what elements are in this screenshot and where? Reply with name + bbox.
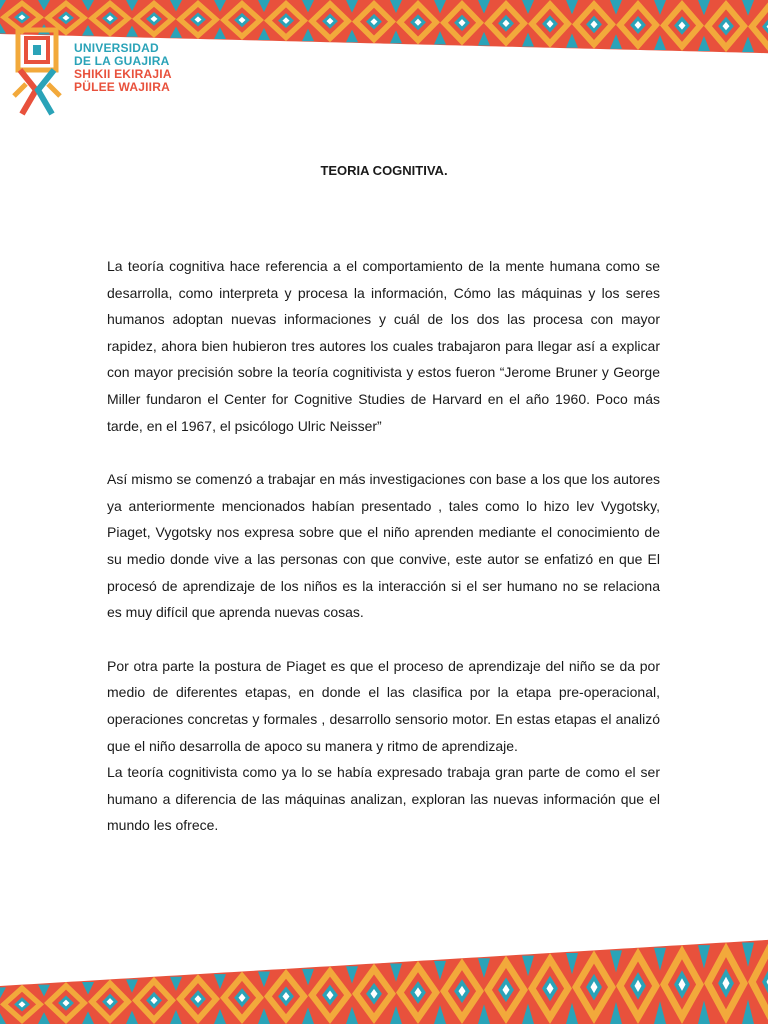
logo-wordmark (74, 42, 172, 94)
paragraph-4: La teoría cognitivista como ya lo se había expresado trabaja gran parte de como el ser humano a diferencia de las máquinas analizan, exploran las nuevas información que el mundo les ofrece. (107, 764, 660, 834)
paragraph-1: La teoría cognitiva hace referencia a el comportamiento de la mente humana como se desarrolla, como interpreta y procesa la información, Cómo las máquinas y los seres humanos adoptan nuevas informaciones y cuál de los dos las procesa con mayor rapidez, ahora bien hubieron tres autores los cuales trabajaron para llegar así a explicar con mayor precisión sobre la teoría cognitivista y estos fueron “Jerome Bruner y George Miller fundaron el Center for Cognitive Studies de Harvard en el año 1960. Poco más tarde, en el 1967, el psicólogo Ulric Neisser” (107, 258, 660, 434)
paragraph-2: Así mismo se comenzó a trabajar en más investigaciones con base a los que los autores ya anteriormente mencionados habían presentado , tales como lo hizo lev Vygotsky, Piaget, Vygotsky nos expresa sobre que el niño aprenden mediante el conocimiento de su medio donde vive a las personas con que convive, este autor se enfatizó en que El procesó de aprendizaje de los niños es la interacción si el ser humano no se relaciona es muy difícil que aprenda nuevas cosas. (107, 471, 660, 621)
logo-line-3: SHIKII EKIRAJIA (74, 67, 172, 81)
document-title: TEORIA COGNITIVA. (320, 163, 448, 178)
bottom-banner-pattern (0, 924, 768, 1024)
logo-line-1: UNIVERSIDAD (74, 41, 159, 55)
logo-line-4: PÜLEE WAJIIRA (74, 80, 170, 94)
university-emblem-icon (6, 26, 68, 120)
paragraph-3: Por otra parte la postura de Piaget es que el proceso de aprendizaje del niño se da por medio de diferentes etapas, en donde el las clasifica por la etapa pre-operacional, operaciones concretas y formales , desarrollo sensorio motor. En estas etapas el analizó que el niño desarrolla de apoco su manera y ritmo de aprendizaje. (107, 657, 660, 754)
document-body (107, 253, 660, 839)
university-logo (6, 26, 176, 122)
logo-line-2: DE LA GUAJIRA (74, 54, 170, 68)
bottom-decorative-banner (0, 924, 768, 1024)
